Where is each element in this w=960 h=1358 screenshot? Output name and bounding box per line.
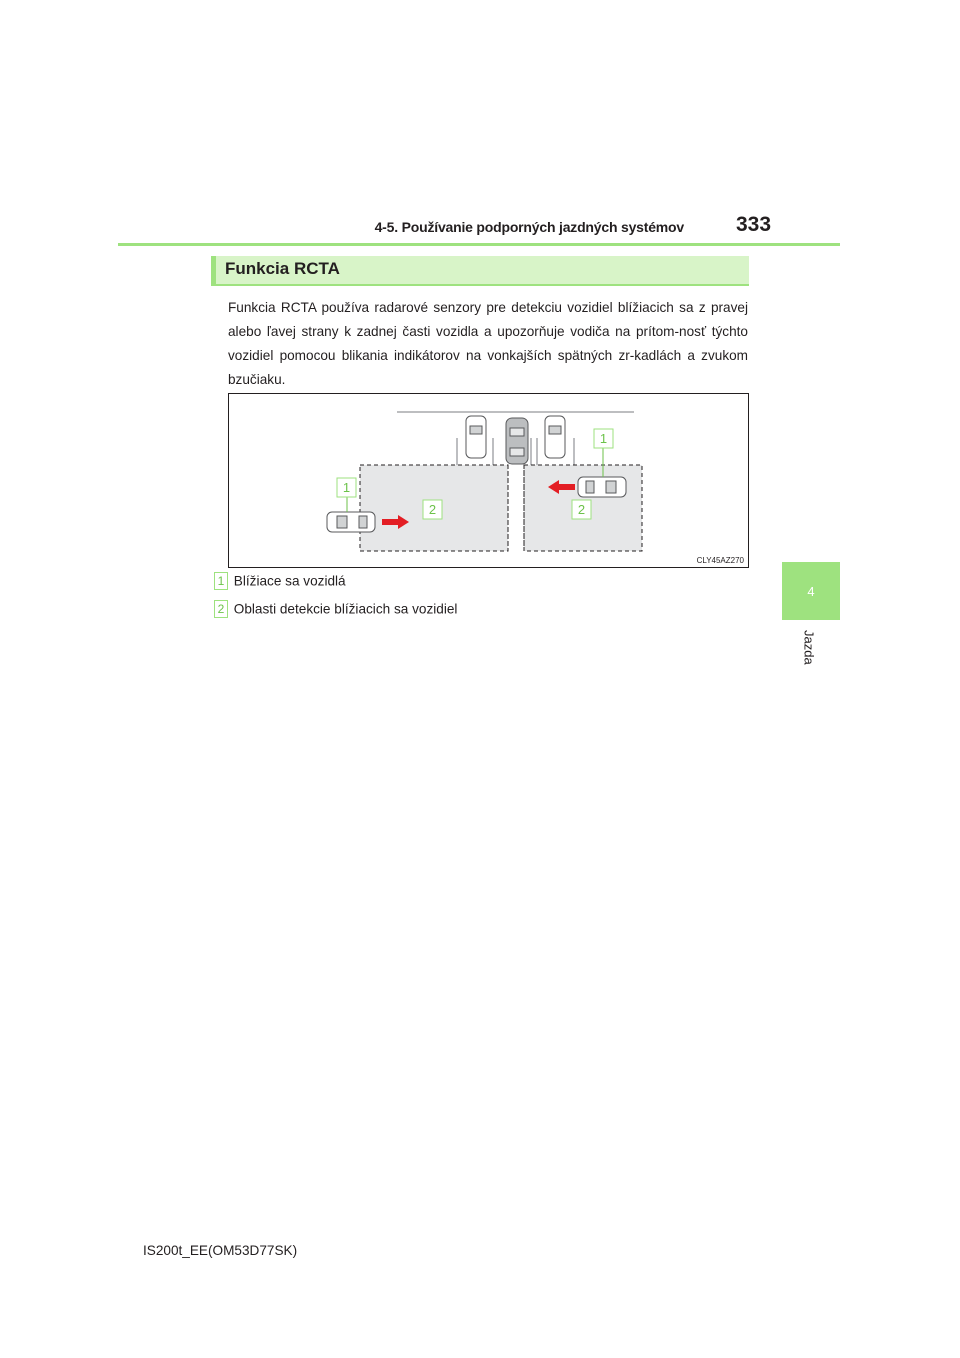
section-title: Funkcia RCTA bbox=[225, 259, 340, 278]
own-vehicle bbox=[506, 418, 528, 464]
rcta-diagram bbox=[229, 394, 748, 567]
running-header-title: 4-5. Používanie podporných jazdných systémov bbox=[374, 219, 684, 235]
page-number: 333 bbox=[736, 213, 772, 236]
chapter-number: 4 bbox=[807, 583, 815, 599]
document-id: IS200t_EE(OM53D77SK) bbox=[143, 1243, 298, 1258]
rcta-illustration bbox=[228, 393, 749, 568]
body-paragraph: Funkcia RCTA používa radarové senzory pre detekciu vozidiel blížiacich sa z pravej alebo ľavej strany k zadnej časti vozidla a upozorňuje vodiča na prítom-nosť týchto vozidiel pomocou blikania indikátorov na vonkajších spätných zr-kadlách a zvukom bzučiaku. bbox=[228, 300, 748, 387]
figure-code: CLY45AZ270 bbox=[696, 556, 744, 565]
legend-number: 1 bbox=[214, 572, 228, 590]
callout-2-left: 2 bbox=[428, 502, 437, 517]
header-rule bbox=[118, 243, 840, 246]
chapter-tab[interactable] bbox=[782, 562, 840, 620]
chapter-label: Jazda bbox=[801, 630, 817, 665]
legend-number: 2 bbox=[214, 600, 228, 618]
legend-item bbox=[214, 600, 457, 618]
parked-car-right bbox=[545, 416, 565, 458]
legend-text: Oblasti detekcie blížiacich sa vozidiel bbox=[233, 601, 458, 617]
section-heading bbox=[211, 256, 749, 286]
legend-item bbox=[214, 572, 346, 590]
parked-car-left bbox=[466, 416, 486, 458]
legend-text: Blížiace sa vozidlá bbox=[233, 573, 346, 589]
callout-2-right: 2 bbox=[577, 502, 586, 517]
callout-1-right: 1 bbox=[599, 431, 608, 446]
section-accent bbox=[211, 256, 216, 284]
approaching-vehicle-right bbox=[578, 477, 626, 497]
callout-1-left: 1 bbox=[342, 480, 351, 495]
approaching-vehicle-left bbox=[327, 512, 375, 532]
